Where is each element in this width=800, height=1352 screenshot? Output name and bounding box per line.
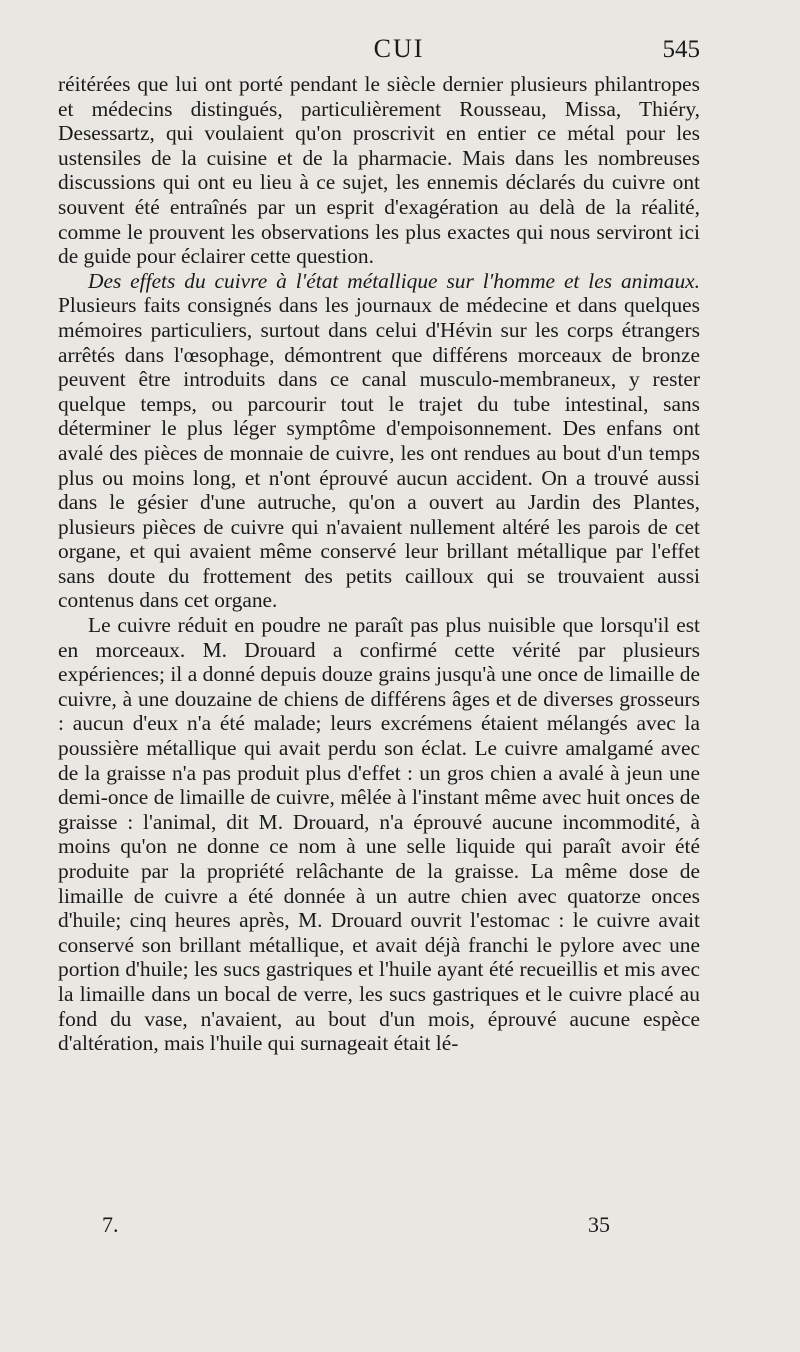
paragraph-metallic-effects [58,269,700,613]
paragraph-text: Le cuivre réduit en poudre ne paraît pas plus nuisible que lorsqu'il est en morceaux. M. Drouard a confirmé cette vérité par plusieurs expériences; il a donné depuis douze grains jusqu'à une once de limaille de cuivre, à une douzaine de chiens de différens âges et de diverses grosseurs : aucun d'eux n'a été malade; leurs excrémens étaient mélangés avec la poussière métallique qui avait perdu son éclat. Le cuivre amalgamé avec de la graisse n'a pas produit plus d'effet : un gros chien a avalé à jeun une demi-once de limaille de cuivre, mêlée à l'instant même avec huit onces de graisse : l'animal, dit M. Drouard, n'a éprouvé aucune incommodité, à moins qu'on ne donne ce nom à une selle liquide qui paraît avoir été produite par la propriété relâchante de la graisse. La même dose de limaille de cuivre a été donnée à un autre chien avec quatorze onces d'huile; cinq heures après, M. Drouard ouvrit l'estomac : le cuivre avait conservé son brillant métallique, et avait déjà franchi le pylore avec une portion d'huile; les sucs gastriques et l'huile ayant été recueillis et mis avec la limaille dans un bocal de verre, les sucs gastriques et le cuivre placé au fond du vase, n'avaient, au bout d'un mois, éprouvé aucune espèce d'altération, mais l'huile qui surnageait était lé- [58,613,700,1056]
body-text [58,72,700,1056]
section-heading-italic: Des effets du cuivre à l'état métallique sur l'homme et les animaux. [88,268,700,293]
page-number: 545 [662,36,700,63]
paragraph-continued [58,72,700,269]
signature-mark: 35 [588,1212,610,1237]
page-footer [58,1212,700,1242]
page-header [58,34,700,70]
paragraph-text: réitérées que lui ont porté pendant le siècle dernier plusieurs philantropes et médecins distingués, particulièrement Rousseau, Missa, Thiéry, Desessartz, qui voulaient qu'on proscrivit en entier ce métal pour les ustensiles de la cuisine et de la pharmacie. Mais dans les nombreuses discussions qui ont eu lieu à ce sujet, les ennemis déclarés du cuivre ont souvent été entraînés par un esprit d'exagération au delà de la réalité, comme le prouvent les observations les plus exactes qui nous serviront ici de guide pour éclairer cette question. [58,72,700,269]
running-head: CUI [373,34,425,63]
paragraph-powdered-copper [58,613,700,1056]
volume-mark: 7. [102,1212,119,1237]
paragraph-text: Plusieurs faits consignés dans les journaux de médecine et dans quelques mémoires particuliers, surtout dans celui d'Hévin sur les corps étrangers arrêtés dans l'œsophage, démontrent que différens morceaux de bronze peuvent être introduits dans ce canal musculo-membraneux, y rester quelque temps, ou parcourir tout le trajet du tube intestinal, sans déterminer le plus léger symptôme d'empoisonnement. Des enfans ont avalé des pièces de monnaie de cuivre, les ont rendues au bout d'un temps plus ou moins long, et n'ont éprouvé aucun accident. On a trouvé aussi dans le gésier d'une autruche, qu'on a ouvert au Jardin des Plantes, plusieurs pièces de cuivre qui n'avaient nullement altéré les parois de cet organe, et qui avaient même conservé leur brillant métallique par l'effet sans doute du frottement des petits cailloux qui se trouvaient aussi contenus dans cet organe. [58,293,700,613]
